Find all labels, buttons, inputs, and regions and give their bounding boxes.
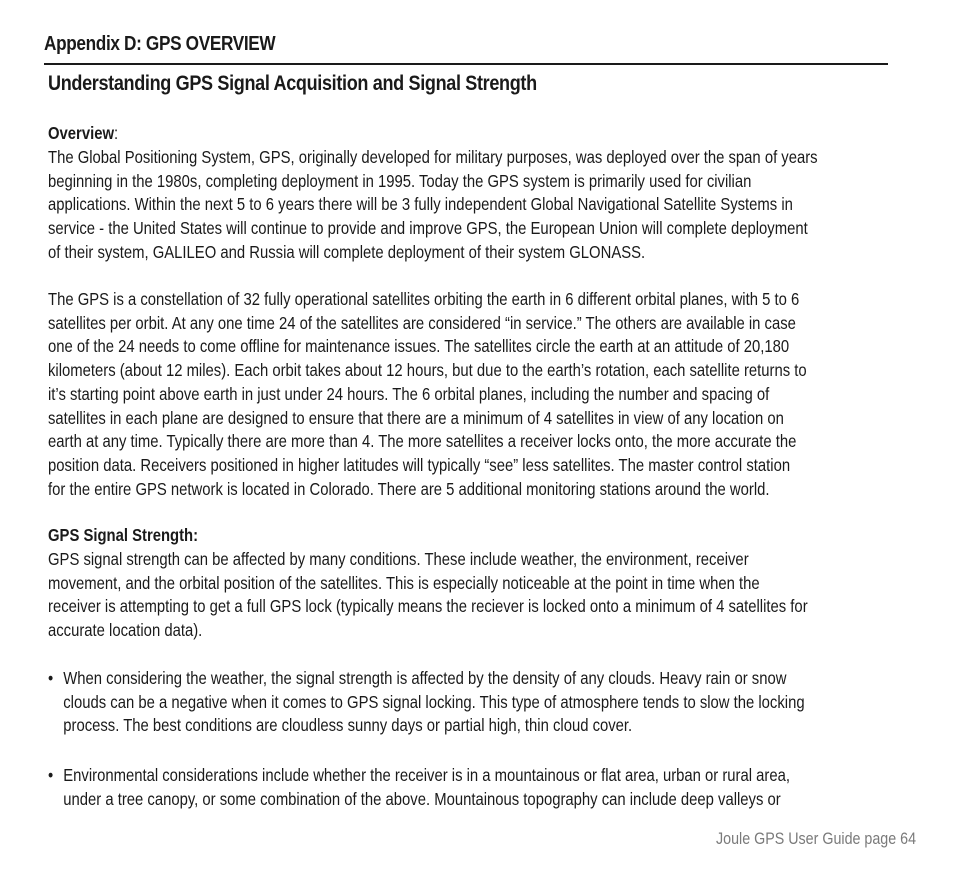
paragraph-line: satellites per orbit. At any one time 24 of the satellites are considered “in service.” The others are available in case: [48, 312, 796, 333]
paragraph-line: applications. Within the next 5 to 6 years there will be 3 fully independent Global Navigational Satellite Systems in: [48, 194, 793, 215]
bullet-line: clouds can be a negative when it comes to GPS signal locking. This type of atmosphere tends to slow the locking: [63, 691, 805, 712]
paragraph-line: it’s starting point above earth in just under 24 hours. The 6 orbital planes, including the number and spacing of: [48, 383, 770, 404]
paragraph-line: The Global Positioning System, GPS, originally developed for military purposes, was deployed over the span of years: [48, 147, 818, 167]
paragraph-line: service - the United States will continue to provide and improve GPS, the European Union will complete deployment: [48, 218, 808, 239]
appendix-header: [44, 33, 888, 65]
paragraph-line: kilometers (about 12 miles). Each orbit takes about 12 hours, but due to the earth’s rotation, each satellite returns to: [48, 360, 807, 381]
paragraph-line: for the entire GPS network is located in Colorado. There are 5 additional monitoring stations around the world.: [48, 478, 770, 499]
paragraph-line: beginning in the 1980s, completing deployment in 1995. Today the GPS system is primarily used for civilian: [48, 170, 752, 191]
paragraph-line: position data. Receivers positioned in higher latitudes will typically “see” less satellites. The master control station: [48, 454, 791, 475]
section-title: Understanding GPS Signal Acquisition and Signal Strength: [48, 72, 537, 95]
paragraph-line: one of the 24 needs to come offline for maintenance issues. The satellites circle the earth at an attitude of 20,180: [48, 336, 790, 357]
overview-paragraph-1: [48, 146, 896, 265]
signal-strength-heading: GPS Signal Strength:: [48, 525, 199, 545]
paragraph-line: GPS signal strength can be affected by many conditions. These include weather, the environment, receiver: [48, 549, 749, 569]
page-footer: Joule GPS User Guide page 64: [716, 829, 917, 848]
bullet-line: under a tree canopy, or some combination of the above. Mountainous topography can include deep valleys or: [63, 788, 781, 809]
bullet-line: process. The best conditions are cloudless sunny days or partial high, thin cloud cover.: [63, 715, 633, 736]
overview-label: Overview: [48, 123, 114, 143]
bullet-item-environment: [48, 764, 904, 811]
overview-colon: :: [113, 123, 119, 143]
bullet-line: Environmental considerations include whether the receiver is in a mountainous or flat area, urban or rural area,: [63, 765, 791, 785]
bullet-item-weather: [48, 667, 904, 738]
paragraph-line: receiver is attempting to get a full GPS lock (typically means the reciever is locked onto a minimum of 4 satellites for: [48, 596, 808, 617]
paragraph-line: accurate location data).: [48, 620, 203, 641]
bullet-icon: •: [48, 765, 54, 785]
paragraph-line: of their system, GALILEO and Russia will complete deployment of their system GLONASS.: [48, 241, 646, 262]
bullet-line: When considering the weather, the signal strength is affected by the density of any clouds. Heavy rain or snow: [63, 668, 787, 688]
paragraph-line: satellites in each plane are designed to ensure that there are a minimum of 4 satellites in view of any location on: [48, 407, 784, 428]
overview-heading: [48, 122, 118, 146]
paragraph-line: The GPS is a constellation of 32 fully operational satellites orbiting the earth in 6 different orbital planes, with 5 to 6: [48, 289, 800, 309]
bullet-icon: •: [48, 668, 54, 688]
paragraph-line: movement, and the orbital position of the satellites. This is especially noticeable at the point in time when the: [48, 572, 760, 593]
signal-strength-paragraph: [48, 548, 896, 643]
appendix-title: Appendix D: GPS OVERVIEW: [44, 33, 276, 55]
paragraph-line: earth at any time. Typically there are more than 4. The more satellites a receiver locks onto, the more accurate the: [48, 431, 797, 452]
overview-paragraph-2: [48, 288, 896, 501]
